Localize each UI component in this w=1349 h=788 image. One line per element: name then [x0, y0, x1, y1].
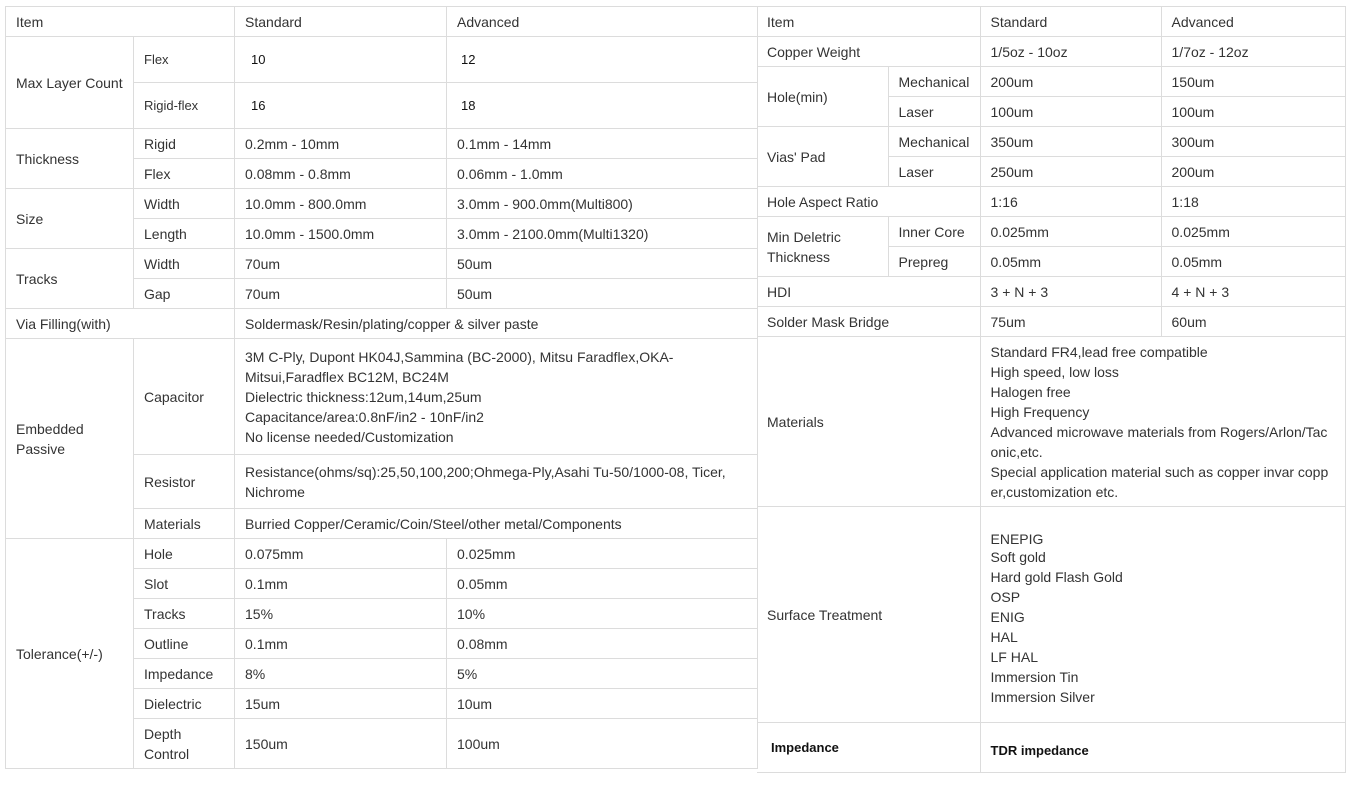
cell-advanced: 0.05mm [1161, 247, 1345, 277]
row-label: Rigid-flex [134, 83, 235, 129]
cell-standard: 0.1mm [235, 629, 447, 659]
table-row [6, 129, 758, 159]
table-row [757, 337, 1345, 507]
left-spec-table [5, 6, 758, 769]
text-line: Soft gold [990, 548, 1046, 565]
surface-treatment-label: Surface Treatment [757, 507, 980, 723]
cell-advanced: 3.0mm - 2100.0mm(Multi1320) [447, 219, 758, 249]
capacitor-value [235, 339, 758, 455]
cell-standard: 0.075mm [235, 539, 447, 569]
table-row [6, 189, 758, 219]
depth-label-line1: Depth [144, 725, 182, 742]
text-line: Mitsui,Faradflex BC12M, BC24M [245, 368, 449, 385]
row-label: Prepreg [888, 247, 980, 277]
cell-standard: 75um [980, 307, 1161, 337]
header-item: Item [6, 7, 235, 37]
cell-advanced: 5% [447, 659, 758, 689]
vias-pad-label: Vias' Pad [757, 127, 888, 187]
cell-standard: 0.08mm - 0.8mm [235, 159, 447, 189]
row-label: Flex [134, 37, 235, 83]
text-line: OSP [990, 588, 1021, 605]
table-row [757, 7, 1345, 37]
row-label: Resistor [134, 455, 235, 509]
solder-mask-bridge-label: Solder Mask Bridge [757, 307, 980, 337]
cell-standard: 1:16 [980, 187, 1161, 217]
cell-standard: 10.0mm - 1500.0mm [235, 219, 447, 249]
materials-value [980, 337, 1345, 507]
row-label: Dielectric [134, 689, 235, 719]
table-row [757, 507, 1345, 723]
table-row [757, 217, 1345, 247]
row-label: Mechanical [888, 67, 980, 97]
text-line: HAL [990, 628, 1018, 645]
cell-advanced: 0.06mm - 1.0mm [447, 159, 758, 189]
cell-standard: 0.1mm [235, 569, 447, 599]
table-row [757, 723, 1345, 773]
min-dielectric-line2: Thickness [767, 248, 831, 265]
copper-weight-label: Copper Weight [757, 37, 980, 67]
row-label: Width [134, 189, 235, 219]
cell-advanced: 1:18 [1161, 187, 1345, 217]
header-item: Item [757, 7, 980, 37]
via-filling-value: Soldermask/Resin/plating/copper & silver paste [235, 309, 758, 339]
row-label: Length [134, 219, 235, 249]
text-line: Special application material such as copper invar copp [990, 463, 1329, 480]
cell-standard: 200um [980, 67, 1161, 97]
row-label: Laser [888, 157, 980, 187]
header-standard: Standard [235, 7, 447, 37]
text-line: Advanced microwave materials from Rogers/Arlon/Tac [990, 423, 1328, 440]
cell-advanced: 50um [447, 249, 758, 279]
text-line: Nichrome [245, 483, 305, 500]
cell-advanced: 0.05mm [447, 569, 758, 599]
resistor-value [235, 455, 758, 509]
text-line: Dielectric thickness:12um,14um,25um [245, 388, 482, 405]
size-label: Size [6, 189, 134, 249]
embedded-passive-label [6, 339, 134, 539]
via-filling-label: Via Filling(with) [6, 309, 235, 339]
cell-standard: 70um [235, 279, 447, 309]
row-label: Capacitor [134, 339, 235, 455]
text-line: Resistance(ohms/sq):25,50,100,200;Ohmega-Ply,Asahi Tu-50/1000-08, Ticer, [245, 463, 726, 480]
text-line: onic,etc. [990, 443, 1043, 460]
cell-standard: 10 [235, 37, 447, 83]
cell-advanced: 60um [1161, 307, 1345, 337]
cell-advanced: 50um [447, 279, 758, 309]
row-label: Gap [134, 279, 235, 309]
table-row [6, 339, 758, 455]
cell-advanced: 1/7oz - 12oz [1161, 37, 1345, 67]
impedance-label: Impedance [757, 723, 980, 773]
table-row [757, 277, 1345, 307]
table-row [757, 37, 1345, 67]
embedded-label-line1: Embedded [16, 420, 84, 437]
text-line: Immersion Silver [990, 688, 1095, 705]
cell-advanced: 0.1mm - 14mm [447, 129, 758, 159]
row-label: Outline [134, 629, 235, 659]
text-line: ENEPIG [990, 530, 1044, 547]
cell-standard: 3 + N + 3 [980, 277, 1161, 307]
cell-advanced: 18 [447, 83, 758, 129]
cell-advanced: 0.08mm [447, 629, 758, 659]
cell-advanced: 150um [1161, 67, 1345, 97]
cell-advanced: 10um [447, 689, 758, 719]
header-advanced: Advanced [1161, 7, 1345, 37]
tolerance-label: Tolerance(+/-) [6, 539, 134, 769]
embedded-label-line2: Passive [16, 440, 66, 457]
text-line: High Frequency [990, 403, 1090, 420]
row-label: Rigid [134, 129, 235, 159]
impedance-value: TDR impedance [980, 723, 1345, 773]
cell-standard: 15% [235, 599, 447, 629]
depth-control-label [134, 719, 235, 769]
cell-advanced: 100um [1161, 97, 1345, 127]
text-line: Standard FR4,lead free compatible [990, 343, 1208, 360]
table-row [6, 309, 758, 339]
min-dielectric-line1: Min Deletric [767, 228, 841, 245]
text-line: High speed, low loss [990, 363, 1119, 380]
cell-advanced: 12 [447, 37, 758, 83]
cell-advanced: 200um [1161, 157, 1345, 187]
cell-standard: 250um [980, 157, 1161, 187]
min-dielectric-label [757, 217, 888, 277]
cell-standard: 100um [980, 97, 1161, 127]
text-line: Immersion Tin [990, 668, 1079, 685]
header-advanced: Advanced [447, 7, 758, 37]
table-row [6, 539, 758, 569]
cell-advanced: 10% [447, 599, 758, 629]
cell-standard: 8% [235, 659, 447, 689]
hole-aspect-label: Hole Aspect Ratio [757, 187, 980, 217]
cell-advanced: 3.0mm - 900.0mm(Multi800) [447, 189, 758, 219]
row-label: Slot [134, 569, 235, 599]
row-label: Mechanical [888, 127, 980, 157]
row-label: Impedance [134, 659, 235, 689]
text-line: Hard gold Flash Gold [990, 568, 1123, 585]
hole-min-label: Hole(min) [757, 67, 888, 127]
cell-standard: 350um [980, 127, 1161, 157]
right-spec-table [757, 6, 1346, 773]
tracks-label: Tracks [6, 249, 134, 309]
row-label: Width [134, 249, 235, 279]
cell-advanced: 300um [1161, 127, 1345, 157]
text-line: Halogen free [990, 383, 1071, 400]
text-line: Capacitance/area:0.8nF/in2 - 10nF/in2 [245, 408, 484, 425]
depth-label-line2: Control [144, 745, 190, 762]
cell-standard: 0.2mm - 10mm [235, 129, 447, 159]
materials-label: Materials [757, 337, 980, 507]
header-standard: Standard [980, 7, 1161, 37]
cell-standard: 16 [235, 83, 447, 129]
text-line: No license needed/Customization [245, 428, 454, 445]
surface-treatment-value [980, 507, 1345, 723]
max-layer-label: Max Layer Count [6, 37, 134, 129]
text-line: er,customization etc. [990, 483, 1119, 500]
text-line: LF HAL [990, 648, 1038, 665]
cell-standard: 0.025mm [980, 217, 1161, 247]
cell-standard: 0.05mm [980, 247, 1161, 277]
table-row [757, 187, 1345, 217]
cell-advanced: 4 + N + 3 [1161, 277, 1345, 307]
hdi-label: HDI [757, 277, 980, 307]
cell-standard: 10.0mm - 800.0mm [235, 189, 447, 219]
text-line: ENIG [990, 608, 1025, 625]
table-row [757, 67, 1345, 97]
cell-standard: 150um [235, 719, 447, 769]
text-line: 3M C-Ply, Dupont HK04J,Sammina (BC-2000), Mitsu Faradflex,OKA- [245, 348, 674, 365]
row-label: Flex [134, 159, 235, 189]
row-label: Laser [888, 97, 980, 127]
row-label: Tracks [134, 599, 235, 629]
table-row [6, 249, 758, 279]
materials-value: Burried Copper/Ceramic/Coin/Steel/other metal/Components [235, 509, 758, 539]
table-row [757, 127, 1345, 157]
table-row [6, 7, 758, 37]
row-label: Materials [134, 509, 235, 539]
cell-standard: 1/5oz - 10oz [980, 37, 1161, 67]
cell-standard: 70um [235, 249, 447, 279]
table-row [757, 307, 1345, 337]
row-label: Hole [134, 539, 235, 569]
thickness-label: Thickness [6, 129, 134, 189]
cell-advanced: 100um [447, 719, 758, 769]
cell-standard: 15um [235, 689, 447, 719]
row-label: Inner Core [888, 217, 980, 247]
table-row [6, 37, 758, 83]
cell-advanced: 0.025mm [1161, 217, 1345, 247]
cell-advanced: 0.025mm [447, 539, 758, 569]
